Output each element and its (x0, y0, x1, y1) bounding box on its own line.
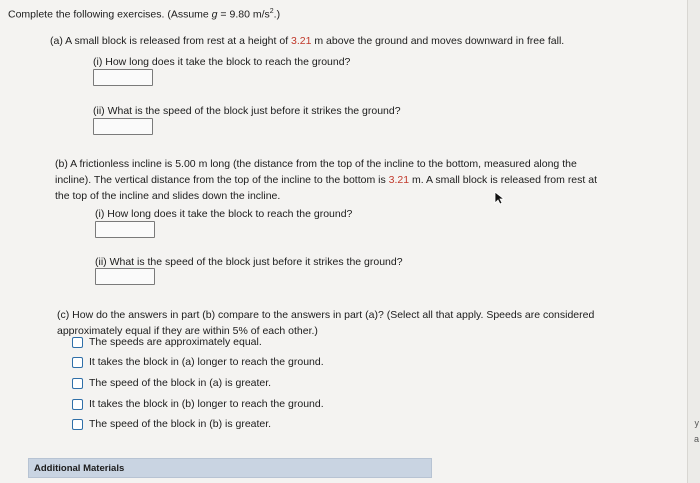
edge-letter: a (693, 434, 699, 444)
part-b-line-2-prefix: incline). The vertical distance from the top of the incline to the bottom is (55, 174, 389, 186)
option-speeds-equal[interactable] (72, 336, 262, 348)
edge-letter: y (694, 418, 699, 428)
g-value: 9.80 m/s (229, 8, 270, 21)
checkbox[interactable] (72, 378, 83, 389)
equals-sign: = (217, 8, 230, 21)
g-exponent: 2 (269, 8, 274, 15)
part-a-height: 3.21 (291, 35, 312, 47)
part-a-answer-2-input[interactable] (93, 118, 153, 135)
option-label: It takes the block in (a) longer to reach the ground. (89, 356, 324, 368)
option-a-speed-greater[interactable] (72, 377, 271, 389)
intro-close: .) (273, 8, 281, 21)
option-label: The speed of the block in (b) is greater. (89, 418, 272, 430)
option-b-speed-greater[interactable] (72, 418, 271, 430)
part-b-question-2: (ii) What is the speed of the block just before it strikes the ground? (95, 256, 403, 268)
option-label: It takes the block in (b) longer to reach the ground. (89, 398, 324, 410)
additional-materials-bar[interactable]: Additional Materials (28, 458, 432, 478)
part-b-answer-2-input[interactable] (95, 268, 155, 285)
part-a-suffix: m above the ground and moves downward in free fall. (311, 35, 565, 47)
checkbox[interactable] (72, 419, 83, 430)
part-c-line-1: (c) How do the answers in part (b) compare to the answers in part (a)? (Select all that apply. Speeds are considered (57, 309, 595, 321)
mouse-cursor-icon (494, 191, 506, 205)
part-b-line-3: the top of the incline and slides down the incline. (55, 190, 281, 202)
part-a-question-1: (i) How long does it take the block to reach the ground? (93, 56, 351, 68)
part-b-statement (55, 156, 597, 204)
part-b-line-2 (55, 172, 597, 188)
part-c-line-2: approximately equal if they are within 5% of each other.) (57, 325, 318, 337)
part-a-answer-1-input[interactable] (93, 69, 153, 86)
part-a-question-2: (ii) What is the speed of the block just before it strikes the ground? (93, 105, 401, 117)
checkbox[interactable] (72, 337, 83, 348)
part-c-statement (57, 307, 594, 339)
part-b-question-1: (i) How long does it take the block to reach the ground? (95, 208, 353, 220)
part-b-line-1: (b) A frictionless incline is 5.00 m long (the distance from the top of the incline to the bottom, measured along the (55, 158, 577, 170)
option-b-longer[interactable] (72, 398, 324, 410)
part-b-line-2-suffix: m. A small block is released from rest at (409, 174, 597, 186)
intro-line (8, 8, 280, 21)
intro-text: Complete the following exercises. (Assume (8, 8, 212, 21)
checkbox[interactable] (72, 357, 83, 368)
part-b-vertical: 3.21 (388, 174, 410, 186)
g-symbol: g (211, 8, 218, 21)
part-b-answer-1-input[interactable] (95, 221, 155, 238)
option-label: The speeds are approximately equal. (89, 336, 262, 348)
option-label: The speed of the block in (a) is greater. (89, 377, 272, 389)
checkbox[interactable] (72, 399, 83, 410)
part-a-statement (50, 35, 564, 47)
part-a-prefix: (a) A small block is released from rest at a height of (50, 35, 292, 47)
right-edge-strip (687, 0, 700, 483)
option-a-longer[interactable] (72, 356, 324, 368)
